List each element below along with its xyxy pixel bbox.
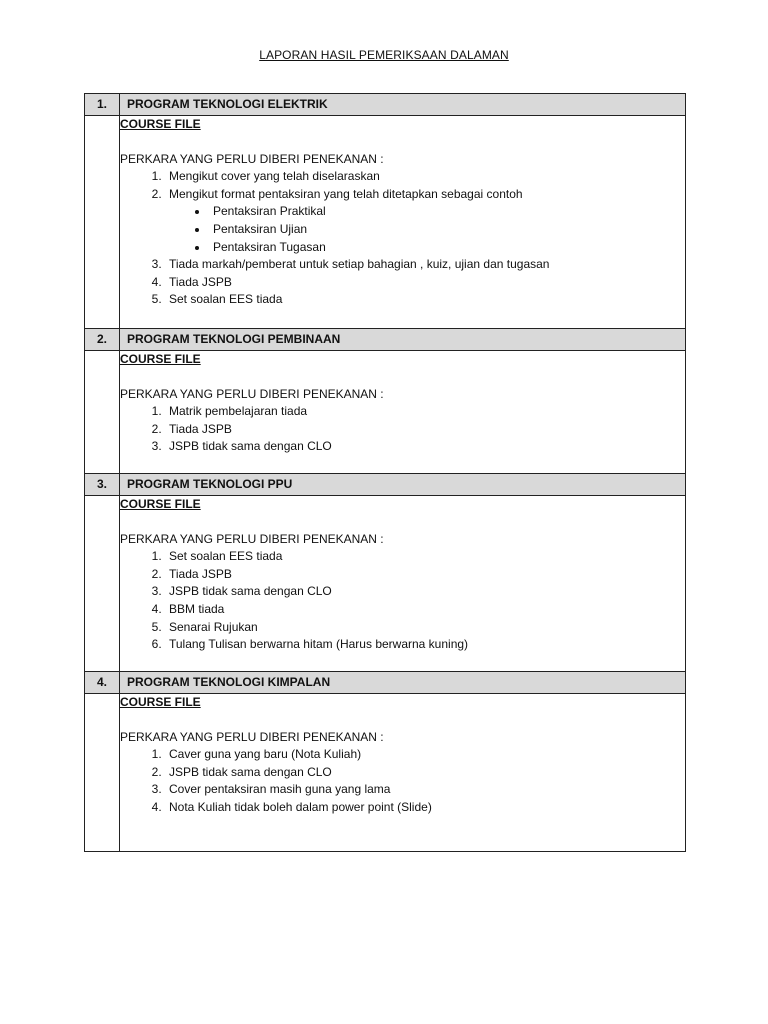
section-number: 4.	[85, 672, 120, 694]
sub-list	[169, 203, 685, 256]
list-item: 5. Set soalan EES tiada	[165, 291, 685, 309]
section-body-4	[85, 694, 686, 852]
list-item: 2. Tiada JSPB	[165, 566, 685, 584]
list-item: 2. JSPB tidak sama dengan CLO	[165, 764, 685, 782]
section-header-3	[85, 474, 686, 496]
list-item: 4. Tiada JSPB	[165, 274, 685, 292]
course-file-heading: COURSE FILE	[120, 352, 201, 366]
issue-list	[120, 168, 685, 309]
list-item: 1. Mengikut cover yang telah diselaraskan	[165, 168, 685, 186]
list-item: 1. Set soalan EES tiada	[165, 548, 685, 566]
list-item: 3. Tiada markah/pemberat untuk setiap bahagian , kuiz, ujian dan tugasan	[165, 256, 685, 274]
sub-list-item: • Pentaksiran Ujian	[209, 221, 685, 239]
program-title: PROGRAM TEKNOLOGI PPU	[120, 474, 686, 496]
list-item: 3. JSPB tidak sama dengan CLO	[165, 583, 685, 601]
section-content	[120, 694, 686, 852]
course-file-heading: COURSE FILE	[120, 117, 201, 131]
sub-list-item: • Pentaksiran Praktikal	[209, 203, 685, 221]
section-number: 1.	[85, 94, 120, 116]
list-item: 2. Mengikut format pentaksiran yang telah ditetapkan sebagai contoh • Pentaksiran Praktikal • Pentaksiran Ujian • Pentaksiran Tugasan	[165, 186, 685, 256]
section-header-1	[85, 94, 686, 116]
section-body-3	[85, 496, 686, 672]
section-body-1	[85, 116, 686, 329]
section-number: 2.	[85, 329, 120, 351]
list-item: 6. Tulang Tulisan berwarna hitam (Harus berwarna kuning)	[165, 636, 685, 654]
program-title: PROGRAM TEKNOLOGI ELEKTRIK	[120, 94, 686, 116]
emphasis-heading: PERKARA YANG PERLU DIBERI PENEKANAN :	[120, 531, 384, 546]
section-body-2	[85, 351, 686, 474]
course-file-heading: COURSE FILE	[120, 695, 201, 709]
section-header-2	[85, 329, 686, 351]
section-content	[120, 351, 686, 474]
sub-list-item: • Pentaksiran Tugasan	[209, 239, 685, 257]
list-item: 4. BBM tiada	[165, 601, 685, 619]
emphasis-heading: PERKARA YANG PERLU DIBERI PENEKANAN :	[120, 386, 384, 401]
course-file-heading: COURSE FILE	[120, 497, 201, 511]
list-item: 1. Matrik pembelajaran tiada	[165, 403, 685, 421]
list-item: 4. Nota Kuliah tidak boleh dalam power point (Slide)	[165, 799, 685, 817]
list-item: 1. Caver guna yang baru (Nota Kuliah)	[165, 746, 685, 764]
list-item: 2. Tiada JSPB	[165, 421, 685, 439]
section-content	[120, 496, 686, 672]
section-number: 3.	[85, 474, 120, 496]
list-item: 3. Cover pentaksiran masih guna yang lama	[165, 781, 685, 799]
list-item: 3. JSPB tidak sama dengan CLO	[165, 438, 685, 456]
program-title: PROGRAM TEKNOLOGI KIMPALAN	[120, 672, 686, 694]
document-title: LAPORAN HASIL PEMERIKSAAN DALAMAN	[259, 48, 509, 62]
issue-list	[120, 403, 685, 456]
program-title: PROGRAM TEKNOLOGI PEMBINAAN	[120, 329, 686, 351]
report-table	[84, 93, 686, 852]
emphasis-heading: PERKARA YANG PERLU DIBERI PENEKANAN :	[120, 729, 384, 744]
section-header-4	[85, 672, 686, 694]
issue-list	[120, 746, 685, 816]
emphasis-heading: PERKARA YANG PERLU DIBERI PENEKANAN :	[120, 151, 384, 166]
section-content	[120, 116, 686, 329]
issue-list	[120, 548, 685, 654]
list-item: 5. Senarai Rujukan	[165, 619, 685, 637]
